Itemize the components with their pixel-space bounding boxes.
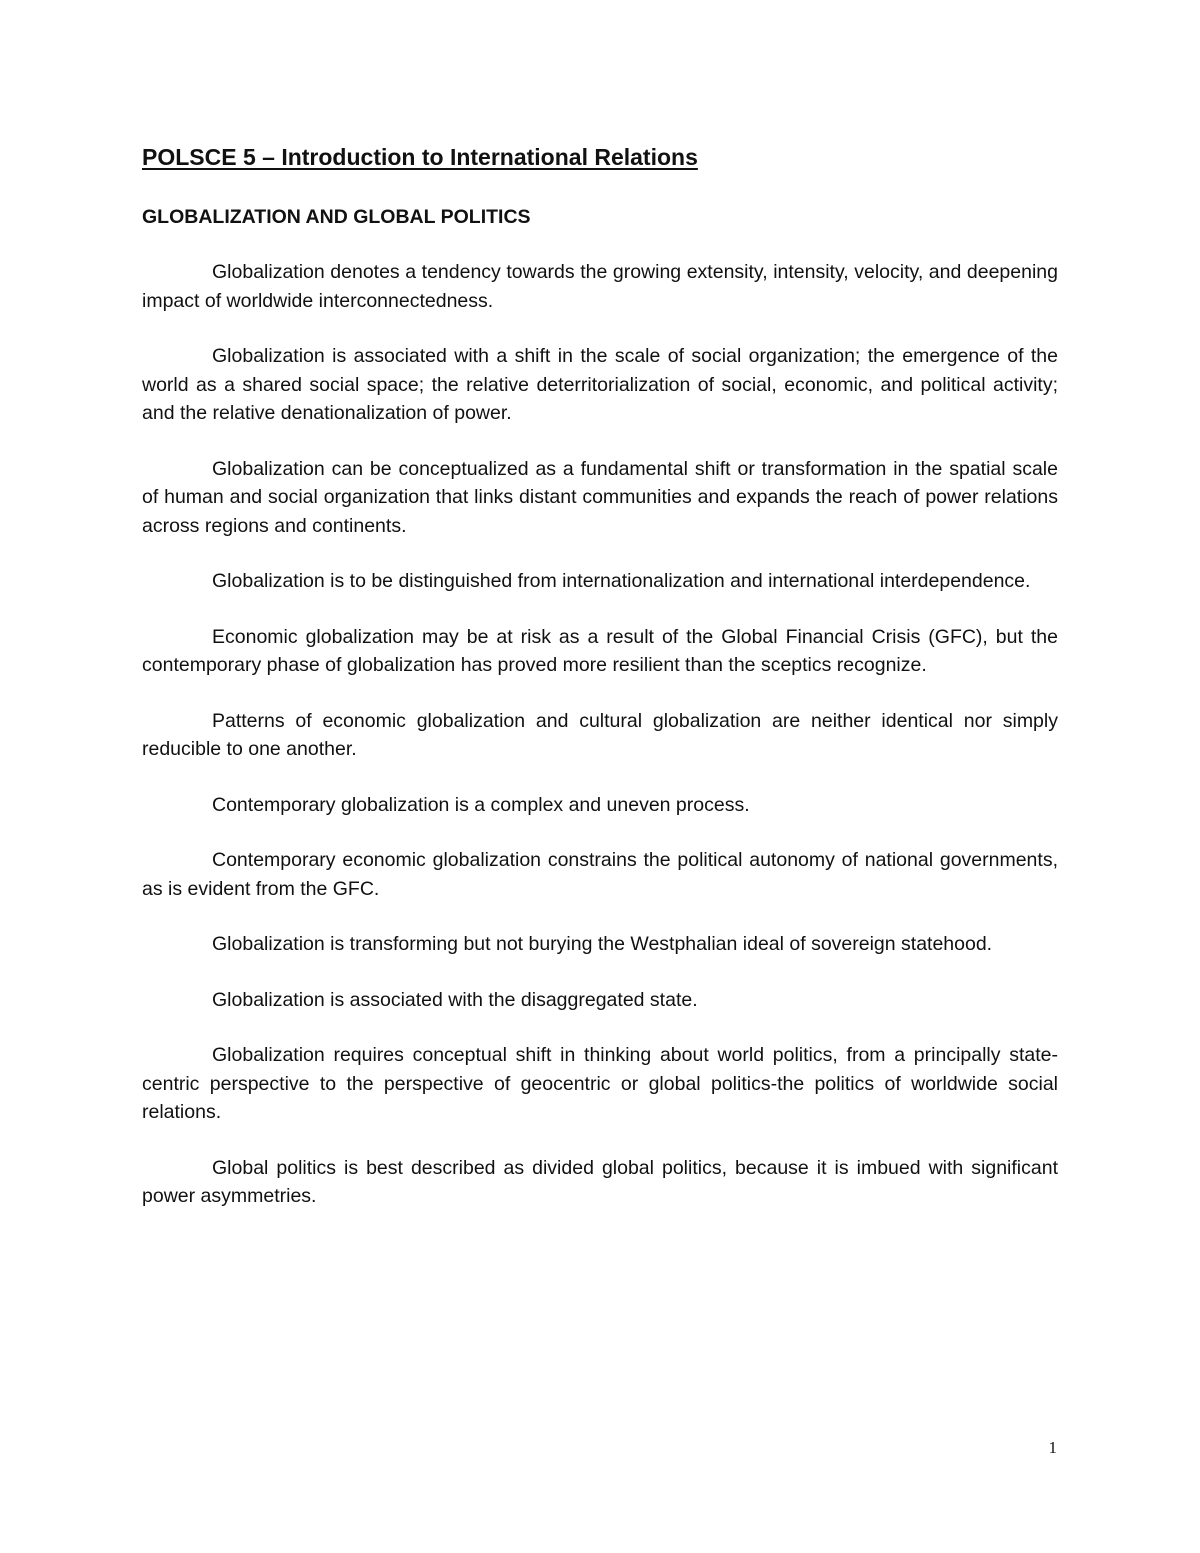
paragraph: Contemporary economic globalization constrains the political autonomy of national governments, as is evident from the GFC. — [142, 849, 1058, 900]
paragraph: Globalization is associated with the disaggregated state. — [212, 988, 698, 1011]
paragraph: Economic globalization may be at risk as a result of the Global Financial Crisis (GFC), but the contemporary phase of globalization has proved more resilient than the sceptics recognize. — [142, 625, 1058, 676]
paragraph: Globalization denotes a tendency towards the growing extensity, intensity, velocity, and deepening impact of worldwide interconnectedness. — [142, 261, 1058, 312]
paragraph: Globalization can be conceptualized as a fundamental shift or transformation in the spatial scale of human and social organization that links distant communities and expands the reach of power relations across regions and continents. — [142, 457, 1058, 537]
paragraph: Globalization is transforming but not burying the Westphalian ideal of sovereign statehood. — [212, 933, 993, 955]
paragraph-list — [142, 258, 1058, 1211]
page-number: 1 — [1048, 1438, 1057, 1457]
paragraph: Globalization is associated with a shift in the scale of social organization; the emergence of the world as a shared social space; the relative deterritorialization of social, economic, and political activity; and the relative denationalization of power. — [142, 345, 1058, 424]
paragraph: Patterns of economic globalization and cultural globalization are neither identical nor simply reducible to one another. — [142, 709, 1058, 760]
paragraph: Globalization requires conceptual shift in thinking about world politics, from a principally state-centric perspective to the perspective of geocentric or global politics-the politics of worldwide social relations. — [142, 1044, 1058, 1123]
section-heading: GLOBALIZATION AND GLOBAL POLITICS — [142, 206, 531, 228]
paragraph: Global politics is best described as divided global politics, because it is imbued with significant power asymmetries. — [142, 1156, 1058, 1207]
page-content — [142, 140, 1058, 1238]
paragraph: Globalization is to be distinguished from internationalization and international interdependence. — [212, 570, 1031, 592]
paragraph: Contemporary globalization is a complex and uneven process. — [212, 793, 750, 816]
document-title: POLSCE 5 – Introduction to International Relations — [142, 144, 698, 170]
